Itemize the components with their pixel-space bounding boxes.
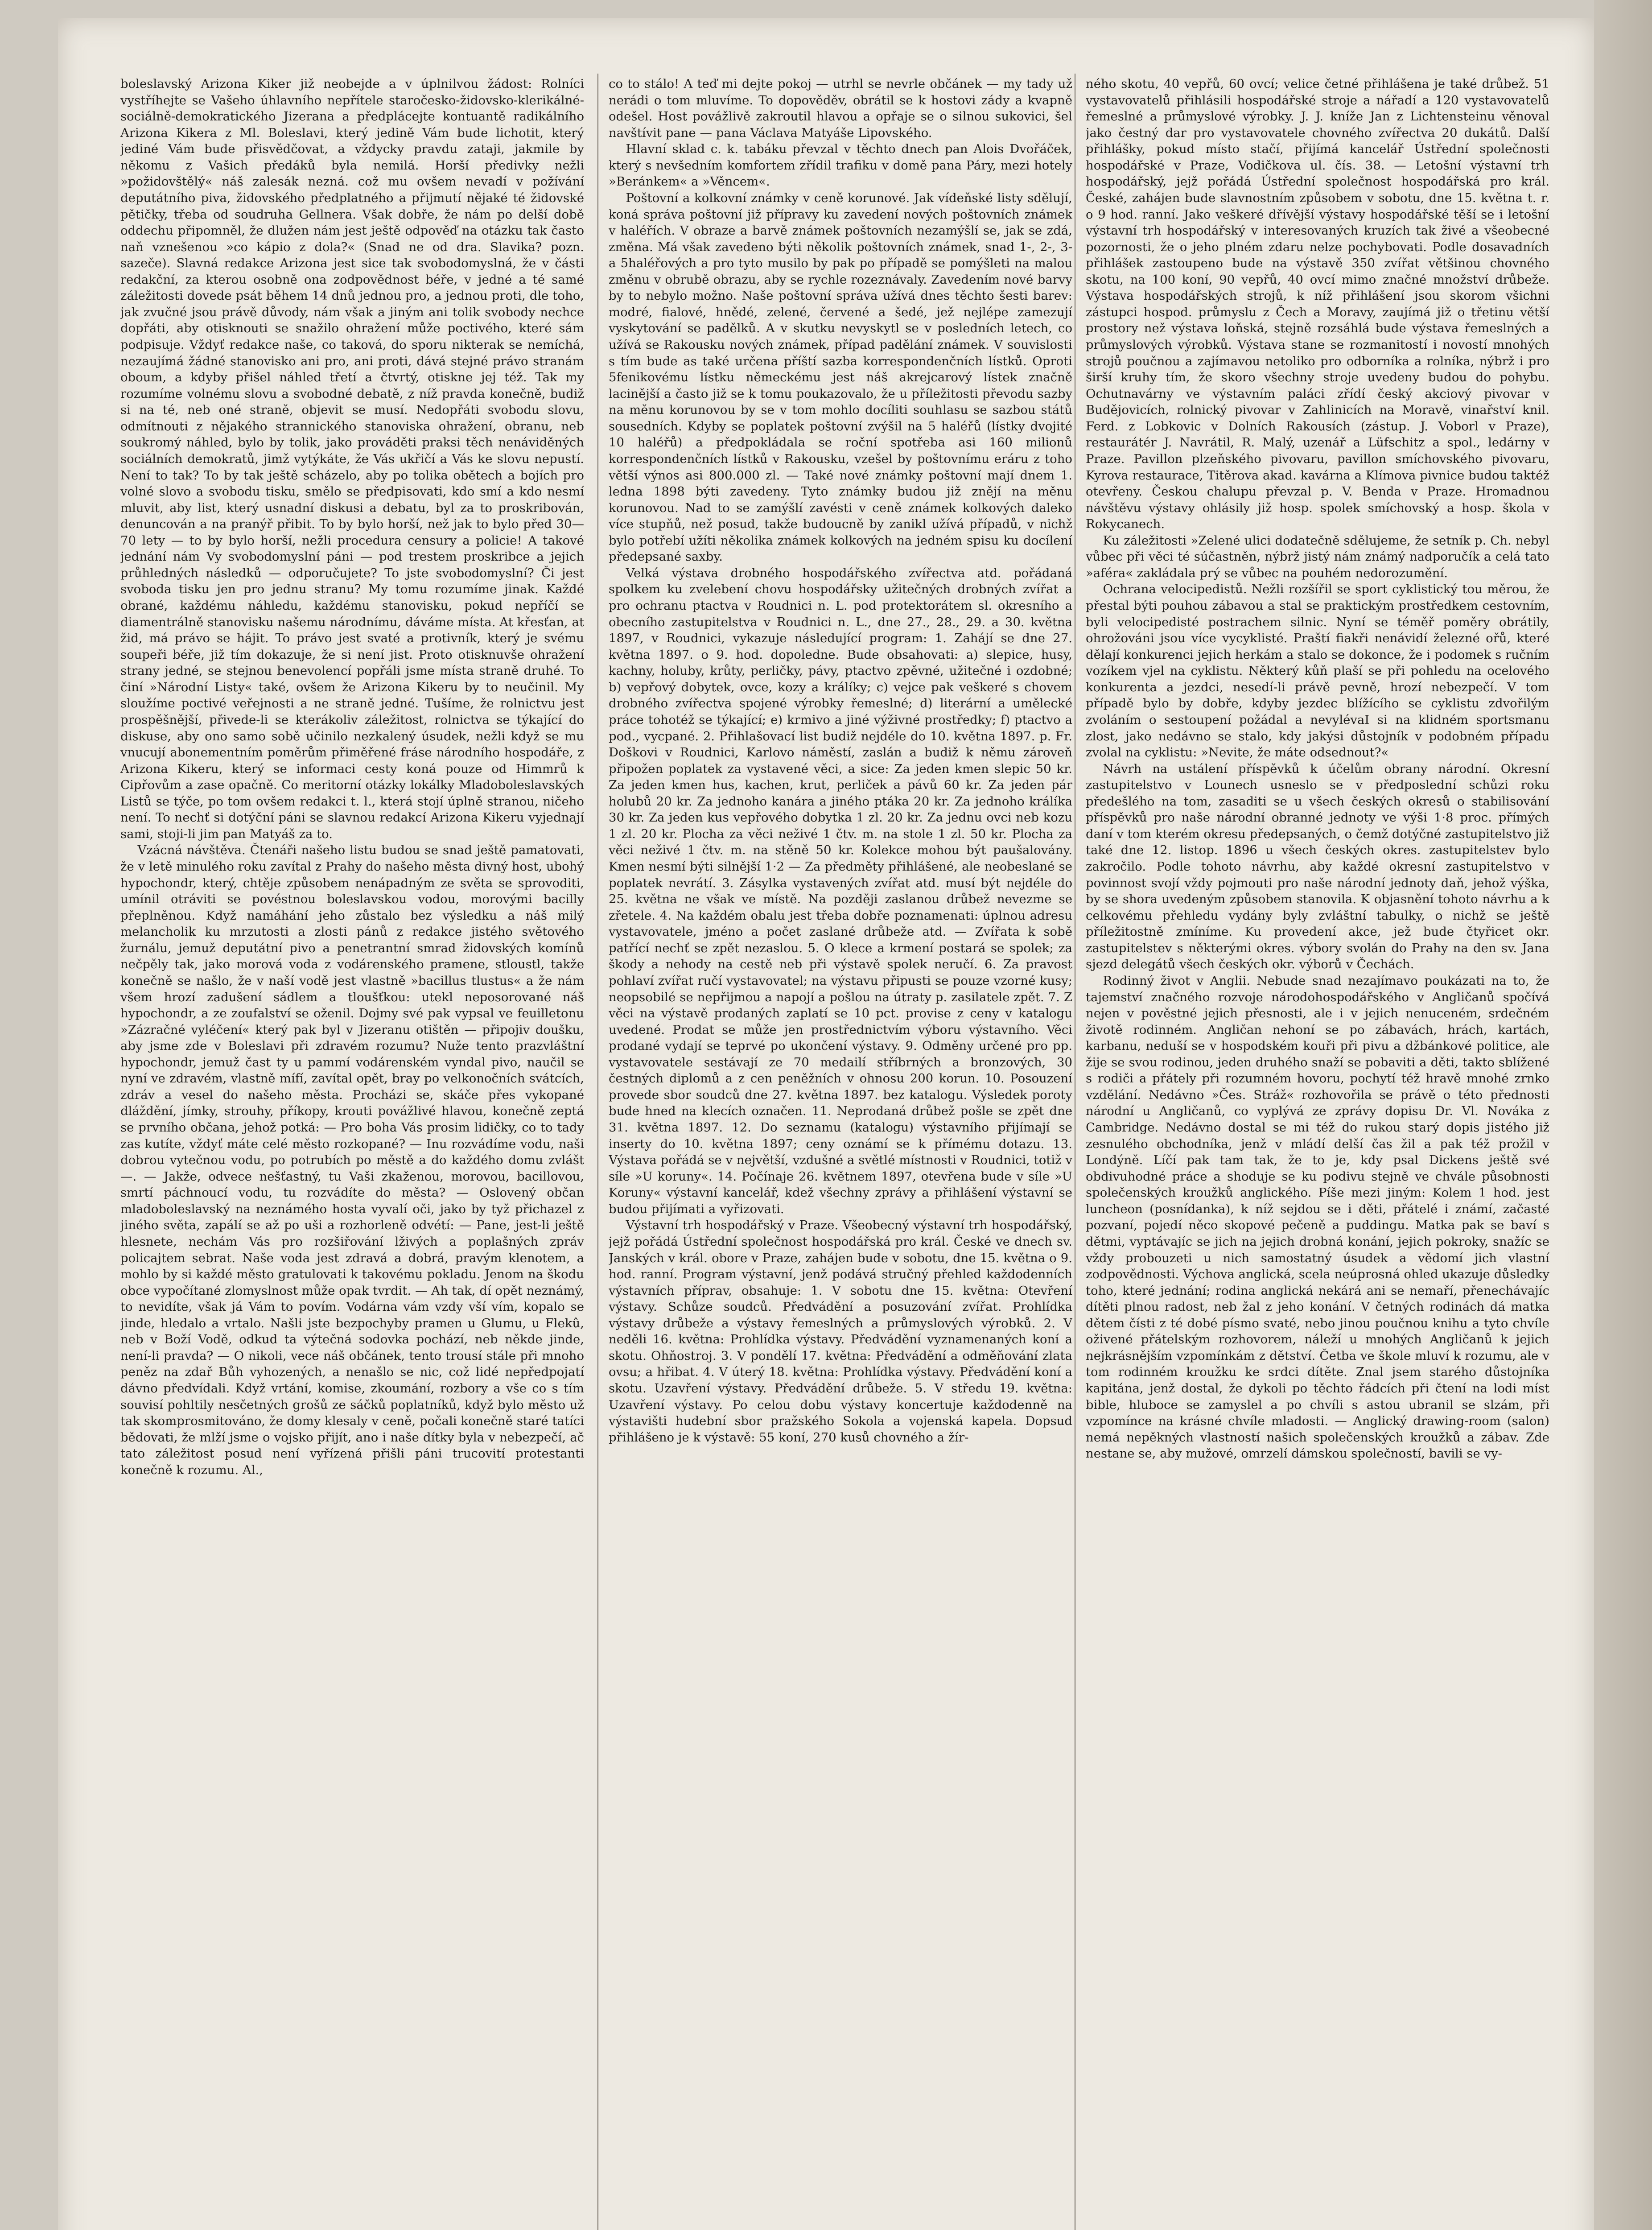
column-3 [1086, 76, 1549, 2230]
column-1 [120, 76, 584, 2230]
article-vystavni-trh-continued: ného skotu, 40 vepřů, 60 ovcí; velice četné přihlášena je také drůbež. 51 vystavovatelů přihlásili hospodářské stroje a nářadí a 120 vystavovatelů řemeslné a průmyslové výrobky. J. J. kníže Jan z Lichtensteinu věnoval jako čestný dar pro vystavovatele chovného zvířectva 20 dukátů. Další přihlášky, pokud místo stačí, přijímá kancelář Ústřední společnosti hospodářské v Praze, Vodičkova ul. čís. 38. — Letošní výstavní trh hospodářský, jejž pořádá Ústřední společnost hospodářská pro král. České, zahájen bude slavnostním způsobem v sobotu, dne 15. května t. r. o 9 hod. ranní. Jako veškeré dřívější výstavy hospodářské těší se i letošní výstavní trh hospodářský v interesovaných kruzích tak živé a všeobecné pozornosti, že o jeho plném zdaru nelze pochybovati. Podle dosavadních přihlášek zastoupeno bude na výstavě 350 zvířat většinou chovného skotu, na 100 koní, 90 vepřů, 40 ovcí mimo značné množství drůbeže. Výstava hospodářských strojů, k níž přihlášení jsou skorom všichni zástupci hospod. průmyslu z Čech a Moravy, zaujímá již o třetinu větší prostory než výstava loňská, stejně rozsáhlá bude výstava řemeslných a průmyslových výrobků. Výstava stane se rozmanitostí i novostí mnohých strojů poučnou a zajímavou netoliko pro odborníka a rolníka, nýbrž i pro širší kruhy tím, že skoro všechny stroje uvedeny budou do pohybu. Ochutnavárny ve výstavním paláci zřídí český akciový pivovar v Budějovicích, rolnický pivovar v Zahlinicích na Moravě, vinařství knil. Ferd. z Lobkovic v Dolních Rakousích (zástup. J. Voborl v Praze), restaurátér J. Navrátil, R. Malý, uzenář a Lüfschitz a spol., ledárny v Praze. Pavillon plzeňského pivovaru, pavillon smíchovského pivovaru, Kyrova restaurace, Titěrova akad. kavárna a Klímova pivnice budou taktéž otevřeny. Českou chalupu převzal p. V. Benda v Praze. Hromadnou návštěvu výstavy ohlásily již hosp. spolek smíchovský a hosp. škola v Rokycanech. [1086, 77, 1549, 532]
column-2 [609, 76, 1072, 2230]
article-ochrana-velocipedistu: Ochrana velocipedistů. Nežli rozšířil se sport cyklistický tou měrou, že přestal býti pouhou zábavou a stal se praktickým prostředkem cestovním, byli velocipedisté postrachem silnic. Nyní se téměř poměry obrátily, ohrožováni jsou více vycyklisté. Praští fiakři nenávidí železné ořů, které dělají konkurenci jejich herkám a stalo se dokonce, že i podomek s ručním vozíkem vjel na cyklistu. Některý kůň plaší se při pohledu na ocelového konkurenta a jezdci, nesedí-li právě pevně, hrozí nebezpečí. V tom případě bylo by dobře, kdyby jezdec blížícího se cyklistu zdvořilým zvoláním o sestoupení požádal a nevylévaI si na klidném sportsmanu zlost, jako nedávno se stalo, kdy jakýsi důstojník v podobném případu zvolal na cyklistu: »Nevite, že máte odsednout?« [1086, 582, 1549, 760]
article-velka-vystava: Velká výstava drobného hospodářského zvířectva atd. pořádaná spolkem ku zvelebení chovu hospodářsky užitečných drobných zvířat a pro ochranu ptactva v Roudnici n. L. pod protektorátem sl. okresního a obecního zastupitelstva v Roudnici n. L., dne 27., 28., 29. a 30. května 1897, v Roudnici, vykazuje následující program: 1. Zahájí se dne 27. května 1897. o 9. hod. dopoledne. Bude obsahovati: a) slepice, husy, kachny, holuby, krůty, perličky, pávy, ptactvo zpěvné, užitečné i ozdobné; b) vepřový dobytek, ovce, kozy a králíky; c) vejce pak veškeré s chovem drobného zvířectva spojené výrobky řemeslné; d) literární a umělecké práce tohotéž se týkající; e) krmivo a jiné výživné prostředky; f) ptactvo a pod., vycpané. 2. Přihlašovací list budiž nejdéle do 10. května 1897. p. Fr. Doškovi v Roudnici, Karlovo náměstí, zaslán a budiž k němu zároveň připožen poplatek za vystavené věci, a sice: Za jeden kmen slepic 50 kr. Za jeden kmen hus, kachen, krut, perliček a pávů 60 kr. Za jeden pár holubů 20 kr. Za jednoho kanára a jiného ptáka 20 kr. Za jednoho králíka 30 kr. Za jeden kus vepřového dobytka 1 zl. 20 kr. Za jednu ovci neb kozu 1 zl. 20 kr. Plocha za věci neživé 1 čtv. m. na stole 1 zl. 50 kr. Plocha za věci neživé 1 čtv. m. na stěně 50 kr. Kolekce mohou být paušalovány. Kmen nesmí býti silnější 1·2 — Za předměty přihlášené, ale neobeslané se poplatek nevrátí. 3. Zásylka vystavených zvířat atd. musí být nejdéle do 25. května ne však ve místě. Na později zaslanou drůbež nevezme se zřetele. 4. Na každém obalu jest třeba dobře poznamenati: úplnou adresu vystavovatele, jméno a počet zaslané drůbeže atd. — Zvířata k sobě patřící nechť se zpět nezaslou. 5. O klece a krmení postará se spolek; za škody a nehody na cestě neb při výstavě spolek neručí. 6. Za pravost pohlaví zvířat ručí vystavovatel; na výstavu připusti se pouze vzorné kusy; neopsobilé se nepřijmou a napojí a pošlou na útraty p. zasilatele zpět. 7. Z věci na výstavě prodaných zaplatí se 10 pct. provise z ceny v katalogu uvedené. Prodat se může jen prostřednictvím výboru výstavního. Věci prodané vydají se teprvé po ukončení výstavy. 9. Odměny určené pro pp. vystavovatele sestávají ze 70 medailí stříbrných a bronzových, 30 čestných diplomů a z cen peněžních v ohnosu 200 korun. 10. Posouzení provede sbor soudců dne 27. května 1897. bez katalogu. Výsledek poroty bude hned na klecích označen. 11. Neprodaná drůbež pošle se zpět dne 31. května 1897. 12. Do seznamu (katalogu) výstavního přijímají se inserty do 10. května 1897; ceny oznámí se k přímému dotazu. 13. Výstava pořádá se v největší, vzdušné a světlé místnosti v Roudnici, totiž v síle »U koruny«. 14. Počínaje 26. květnem 1897, otevřena bude v síle »U Koruny« výstavní kancelář, kdež všechny zprávy a přihlášení výstavní se budou přijímati a vyřizovati. [609, 566, 1072, 1216]
article-arizona-kiker: boleslavský Arizona Kiker již neobejde a v úplnilvou žádost: Rolníci vystříhejte se Vašeho úhlavního nepřítele staročesko-židovsko-klerikálné-sociálně-demokratického Jizerana a předplácejte kontuantě radikálního Arizona Kikera z Ml. Boleslavi, který jedině Vám bude lichotit, který jediné Vám bude přisvědčovat, a vždycky pravdu zataji, jakmile by někomu z Vašich předáků byla nemilá. Horší předivky nežli »požidovštělý« náš zalesák nezná. což mu ovšem nevadí v požívání deputátního piva, židovského předplatného a přijmutí nějaké té židovské pětičky, třeba od soudruha Gellnera. Však dobře, že nám po delší době oddechu připomněl, že dlužen nám jest ještě odpověď na otázku tak často naň vznešenou »co kápio z dola?« (Snad ne od dra. Slavika? pozn. sazeče). Slavná redakce Arizona jest sice tak svobodomyslná, že v části redakční, za kterou osobně ona zodpovědnost béře, v jedné a té samé záležitosti dovede psát během 14 dnů jednou pro, a jednou proti, dle toho, jak zvučné jsou právě důvody, nám však a jiným ani tolik svobody nechce dopřáti, aby otisknouti se snažilo ohražení může poctivého, které sám podpisuje. Vždyť redakce naše, co taková, do sporu nikterak se nemíchá, nezaujímá žádné stanovisko ani pro, ani proti, dává stejné právo stranám oboum, a kdyby přišel náhled třetí a čtvrtý, otiskne jej též. Tak my rozumíme volnému slovu a svobodné debatě, z níž pravda konečně, budiž si na té, neb oné straně, objevit se musí. Nedopřáti svobodu slovu, odmítnouti z nějakého strannického stanoviska ohražení, obranu, neb soukromý náhled, bylo by tolik, jako prováděti praksi těch nenáviděných sociálních demokratů, jimž vytýkáte, že Vás ukřičí a Vás ke slovu nepustí. Není to tak? To by tak ještě scházelo, aby po tolika obětech a bojích pro volné slovo a svobodu tisku, smělo se předpisovati, kdo smí a kdo nesmí mluvit, aby list, který usnadní diskusi a debatu, byl za to proskribován, denuncován a na pranýř přibit. To by bylo horší, než jak to bylo před 30—70 lety — to by bylo horší, nežli procedura censury a policie! A takové jednání nám Vy svobodomyslní páni — pod trestem proskribce a jejich průhledných následků — odporučujete? To jste svobodomyslní? Či jest svoboda tisku jen pro jednu stranu? My tomu rozumíme jinak. Každé obrané, každému náhledu, každému stanovisku, pokud nepříčí se diamentrálně stanovisku našemu národnímu, dáváme místa. At křesťan, at žid, má právo se hájit. To právo jest svaté a protivník, který je svému soupeři béře, již tím dokazuje, že si není jist. Proto otisknuvše ohražení strany jedné, se stejnou benevolencí popřáli jsme místa straně druhé. To činí »Národní Listy« také, ovšem že Arizona Kikeru by to neučinil. My sloužíme poctivé veřejnosti a ne straně jedné. Tušíme, že rolnictvu jest prospěšnější, přivede-li se kterákoliv záležitost, rolnictva se týkající do diskuse, aby ono samo sobě učinilo nezkalený úsudek, nežli když se mu vnucují abonementním poměrům přiměřené fráse národního hospodáře, z Arizona Kikeru, který se informaci cesty koná pouze od Himmrů k Cipřovům a zase opačně. Co meritorní otázky lokálky Mladoboleslavských Listů se týče, po tom ovšem redakci t. l., která stojí úplně stranou, ničeho není. To nechť si dotýční páni se slavnou redakcí Arizona Kikeru vyjednají sami, stoji-li jim pan Matyáš za to. [120, 77, 584, 841]
scan-edge [1594, 0, 1652, 2230]
article-hlavni-sklad-tabaku: Hlavní sklad c. k. tabáku převzal v těchto dnech pan Alois Dvořáček, který s nevšedním komfortem zřídil trafiku v domě pana Páry, mezi hotely »Beránkem« a »Věncem«. [609, 142, 1072, 189]
article-postovni-znamky: Poštovní a kolkovní známky v ceně korunové. Jak vídeňské listy sdělují, koná správa poštovní již přípravy ku zavedení nových poštovních známek v haléřích. V obraze a barvě známek poštovních nezamýšlí se, jak se zdá, změna. Má však zavedeno býti několik poštovních známek, snad 1-, 2-, 3- a 5haléřových a pro tyto musilo by pak po případě se pomýšleti na malou změnu v obrubě obrazu, aby se rychle rozeznávaly. Zavedením nové barvy by to nebylo možno. Naše poštovní správa užívá dnes těchto šesti barev: modré, fialové, hnědé, zelené, červené a šedé, jež nejlépe zamezují vyskytování se padělků. A v skutku nevyskytl se v posledních letech, co užívá se Rakousku nových známek, případ padělání známek. V souvislosti s tím bude as také určena příští sazba korrespondenčních lístků. Oproti 5fenikovému lístku německému jest náš akrejcarový lístek značně lacinější a často již se k tomu poukazovalo, že u příležitosti převodu sazby na měnu korunovou by se v tom mohlo docíliti souhlasu se sazbou států sousedních. Kdyby se poplatek poštovní zvýšil na 5 haléřů (lístky dvojité 10 haléřů) a předpokládala se roční spotřeba asi 160 milionů korrespondenčních lístků v Rakousku, vzešel by poštovnímu eráru z toho větší výnos asi 800.000 zl. — Také nové známky poštovní mají dnem 1. ledna 1898 býti zavedeny. Tyto známky budou již znějí na měnu korunovou. Nad to se zamýšlí zavésti v ceně známek kolkových daleko více stupňů, než posud, takže budoucně by zanikl užívá případů, v nichž bylo potřebí užíti několika známek kolkových na jedném spisu ku docílení předepsané saxby. [609, 190, 1072, 564]
article-vzacna-navsteva: Vzácná návštěva. Čtenáři našeho listu budou se snad ještě pamatovati, že v letě minulého roku zavítal z Prahy do našeho města divný host, ubohý hypochondr, který, chtěje způsobem nenápadným ze světa se sprovoditi, umínil otráviti se povéstnou boleslavskou vodou, morovými bacilly přeplněnou. Když namáhání jeho zůstalo bez výsledku a náš milý melancholik ku mrzutosti a zlosti pánů z redakce jistého světového žurnálu, jemuž deputátní pivo a penetrantní smrad židovských komínů nečpěly tak, jako morová voda z vodárenského pramene, stloustl, takže konečně se našlo, že v naší vodě jest vlastně »bacillus tlustus« a že nám všem hrozí zadušení sádlem a tloušťkou: utekl neposorované náš hypochondr, a ze zoufalství se oženil. Dojmy své pak vypsal ve feuilletonu »Zázračné vyléčení« který pak byl v Jizeranu otištěn — připojiv doušku, aby jsme zde v Boleslavi při zdravém rozumu? Nuže tento prazvláštní hypochondr, jemuž čast ty u pammí vodárenském vyndal pivo, naučil se nyní ve zdravém, vlastně mífí, zavítal opět, bray po velkonočních svátcích, zdráv a vesel do našeho města. Procházi se, skáče přes vykopané dláždění, jímky, strouhy, příkopy, krouti povážlivé hlavou, konečně zeptá se prvního občana, jehož potká: — Pro boha Vás prosim lidičky, co to tady zas kutíte, vždyť máte celé město rozkopané? — Inu rozvádíme vodu, naši dobrou vytečnou vodu, po potrubích po městě a do každého domu zvlášt —. — Jakže, odvece nešťastný, tu Vaši zkaženou, morovou, bacillovou, smrtí páchnoucí vodu, tu rozvádíte do města? — Oslovený občan mladoboleslavský na neznámého hosta vyvalí oči, jako by tyž přichazel z jiného světa, zapálí se až po uši a rozhorleně odvétí: — Pane, jest-li ještě hlesnete, nechám Vás pro rozšiřování lživých a poplašných zpráv policajtem sebrat. Naše voda jest zdravá a dobrá, pravým klenotem, a mohlo by si každé město gratulovati k takovému pokladu. Jenom na škodu obce vypočítané zlomyslnost může opak tvrdit. — Ah tak, dí opět neznámý, to nevidíte, však já Vám to povím. Vodárna vám vzdy vší vím, kopalo se jinde, hledalo a vrtalo. Našli jste bezpochyby pramen u Glumu, u Flekû, neb v Boží Vodě, odkud ta výtečná sodovka pochází, neb někde jinde, není-li pravda? — O nikoli, vece náš občánek, tento trousí stále při mnoho peněz na zdař Bůh vyhozených, a nenašlo se nic, což lidé nepředpojatí dávno předvídali. Když vrtání, komise, zkoumání, rozbory a vše co s tím souvisí pohltily nesčetných grošů ze sáčků poplatníků, když bylo město už tak skomprosmitováno, že domy klesaly v ceně, počali konečně staré tatíci bědovati, že mlží jsme o vojsko přijít, ano i naše dítky byla v nebezpečí, ač tato záležitost posud není vyřízená přišli páni trucovití protestanti konečně k rozumu. Al., [120, 843, 584, 1477]
article-rodinny-zivot: Rodinný život v Anglii. Nebude snad nezajímavo poukázati na to, že tajemství značného rozvoje národohospodářského v Angličanů spočívá nejen v pověstné jejich přesnosti, ale i v jejich nenuceném, srdečném životě rodinném. Angličan nehoní se po zábavách, hrách, kartách, karbanu, neduší se v hospodském kouři při pivu a džbánkové politice, ale žije se svou rodinou, jeden druhého snaží se pobaviti a děti, takto sblížené s rodiči a přátely při rozumném hovoru, pochytí též hravě mnohé zrnko vzdělání. Nedávno »Čes. Stráž« rozhovořila se právě o této přednosti národní u Angličanů, co vyplývá ze zprávy dopisu Dr. Vl. Nováka z Cambridge. Nedávno dostal se mi též do rukou starý dopis jistého již zesnulého obchodníka, jenž v mládí delší čas žil a pak též prožil v Londýně. Líčí pak tam tak, že to je, kdy psal Dickens ještě své obdivuhodné práce a shoduje se ku podivu stejně ve chvále působnosti společenských kroužků anglického. Píše mezi jiným: Kolem 1 hod. jest luncheon (posnídanka), k níž sejdou se i děti, přátelé i známí, začasté pozvaní, pojedí něco skopové pečeně a puddingu. Matka pak se baví s dětmi, vyptávajíc se jich na jejich drobná konání, jejich pokroky, snažíc se vždy probouzeti u nich samostatný úsudek a vědomí jich vlastní zodpovědnosti. Výchova anglická, scela neúprosná ohled ukazuje důsledky toho, které jednání; rodina anglická nekárá ani se nemaří, přenechávajíc dítěti plnou radost, neb žal z jeho konání. V četných rodinách dá matka dětem čísti z té dobé písmo svaté, nebo jinou poučnou knihu a tyto chvíle oživené přátelským rozhovorem, náleží u mnohých Angličanů k jejich nejkrásnějším vzpomínkám z dětství. Četba ve škole mluví k rozumu, ale v tom rodinném kroužku ke srdci dítěte. Znal jsem starého důstojníka kapitána, jenž dostal, že dykoli po těchto řádcích při čtení na lodi míst bible, hluboce se zamyslel a po chvíli s astou ubranil se slzám, při vzpomínce na krásné chvíle mladosti. — Anglický drawing-room (salon) nemá nepěkných vlastností našich společenských kroužků a zábav. Zde nestane se, aby mužové, omrzelí dámskou společností, bavili se vy- [1086, 973, 1549, 1461]
article-zelena-ulice: Ku záležitosti »Zelené ulici dodatečně sdělujeme, že setník p. Ch. nebyl vůbec při věci té súčastněn, nýbrž jistý nám známý nadporučík a celá tato »aféra« zakládala prý se vůbec na pouhém nedorozumění. [1086, 533, 1549, 580]
column-divider [597, 74, 598, 2230]
article-vystavni-trh: Výstavní trh hospodářský v Praze. Všeobecný výstavní trh hospodářský, jejž pořádá Ústřední společnost hospodářská pro král. České ve dnech sv. Janských v král. obore v Praze, zahájen bude v sobotu, dne 15. května o 9. hod. ranní. Program výstavní, jenž podává stručný přehled každodenních výstavních příprav, obsahuje: 1. V sobotu dne 15. května: Otevření výstavy. Schůze soudců. Předvádění a posuzování zvířat. Prohlídka výstavy drůbeže a výstavy řemeslných a průmyslových výrobků. 2. V neděli 16. května: Prohlídka výstavy. Předvádění vyznamenaných koní a skotu. Ohňostroj. 3. V pondělí 17. května: Předvádění a odměňování zlata ovsu; a hřibat. 4. V úterý 18. května: Prohlídka výstavy. Předvádění koní a skotu. Uzavření výstavy. Předvádění drůbeže. 5. V středu 19. května: Uzavření výstavy. Po celou dobu výstavy koncertuje každodenně na výstavišti hudební sbor pražského Sokola a vojenská kapela. Dopsud přihlášeno je k výstavě: 55 koní, 270 kusů chovného a žír- [609, 1218, 1072, 1445]
article-obrana-narodni: Návrh na ustálení příspěvků k účelům obrany národní. Okresní zastupitelstvo v Lounech usneslo se v předposlední schůzi roku předešlého na tom, zasaditi se u všech českých okresů o stabilisování příspěvků pro naše národní obranné jednoty ve výši 1·8 proc. přímých daní v tom kterém okresu předepsaných, o čemž dotýčné zastupitelstvo již také dne 12. listop. 1896 u všech českých okres. zastupitelstev bylo zakročilo. Podle tohoto návrhu, aby každé okresní zastupitelstvo v povinnost svojí vždy pojmouti pro naše národní jednoty daň, jehož výška, by se shora uvedeným způsobem stanovila. K objasnění tohoto návrhu a k celkovému přehledu vydány byly zvláštní tabulky, o nichž se ještě příležitostně zmíníme. Ku provedení akce, jež bude čtyřicet okr. zastupitelstev s některými okres. výbory svolán do Prahy na den sv. Jana sjezd delegátů všech českých okr. výborů v Čechách. [1086, 761, 1549, 972]
article-continuation: co to stálo! A teď mi dejte pokoj — utrhl se nevrle občánek — my tady už nerádi o tom mluvíme. To dopověděv, obrátil se k hostovi zády a kvapně odešel. Host povážlivě zakroutil hlavou a opřaje se o silnou sukovici, šel navštívit pane — pana Václava Matyáše Lipovského. [609, 77, 1072, 140]
